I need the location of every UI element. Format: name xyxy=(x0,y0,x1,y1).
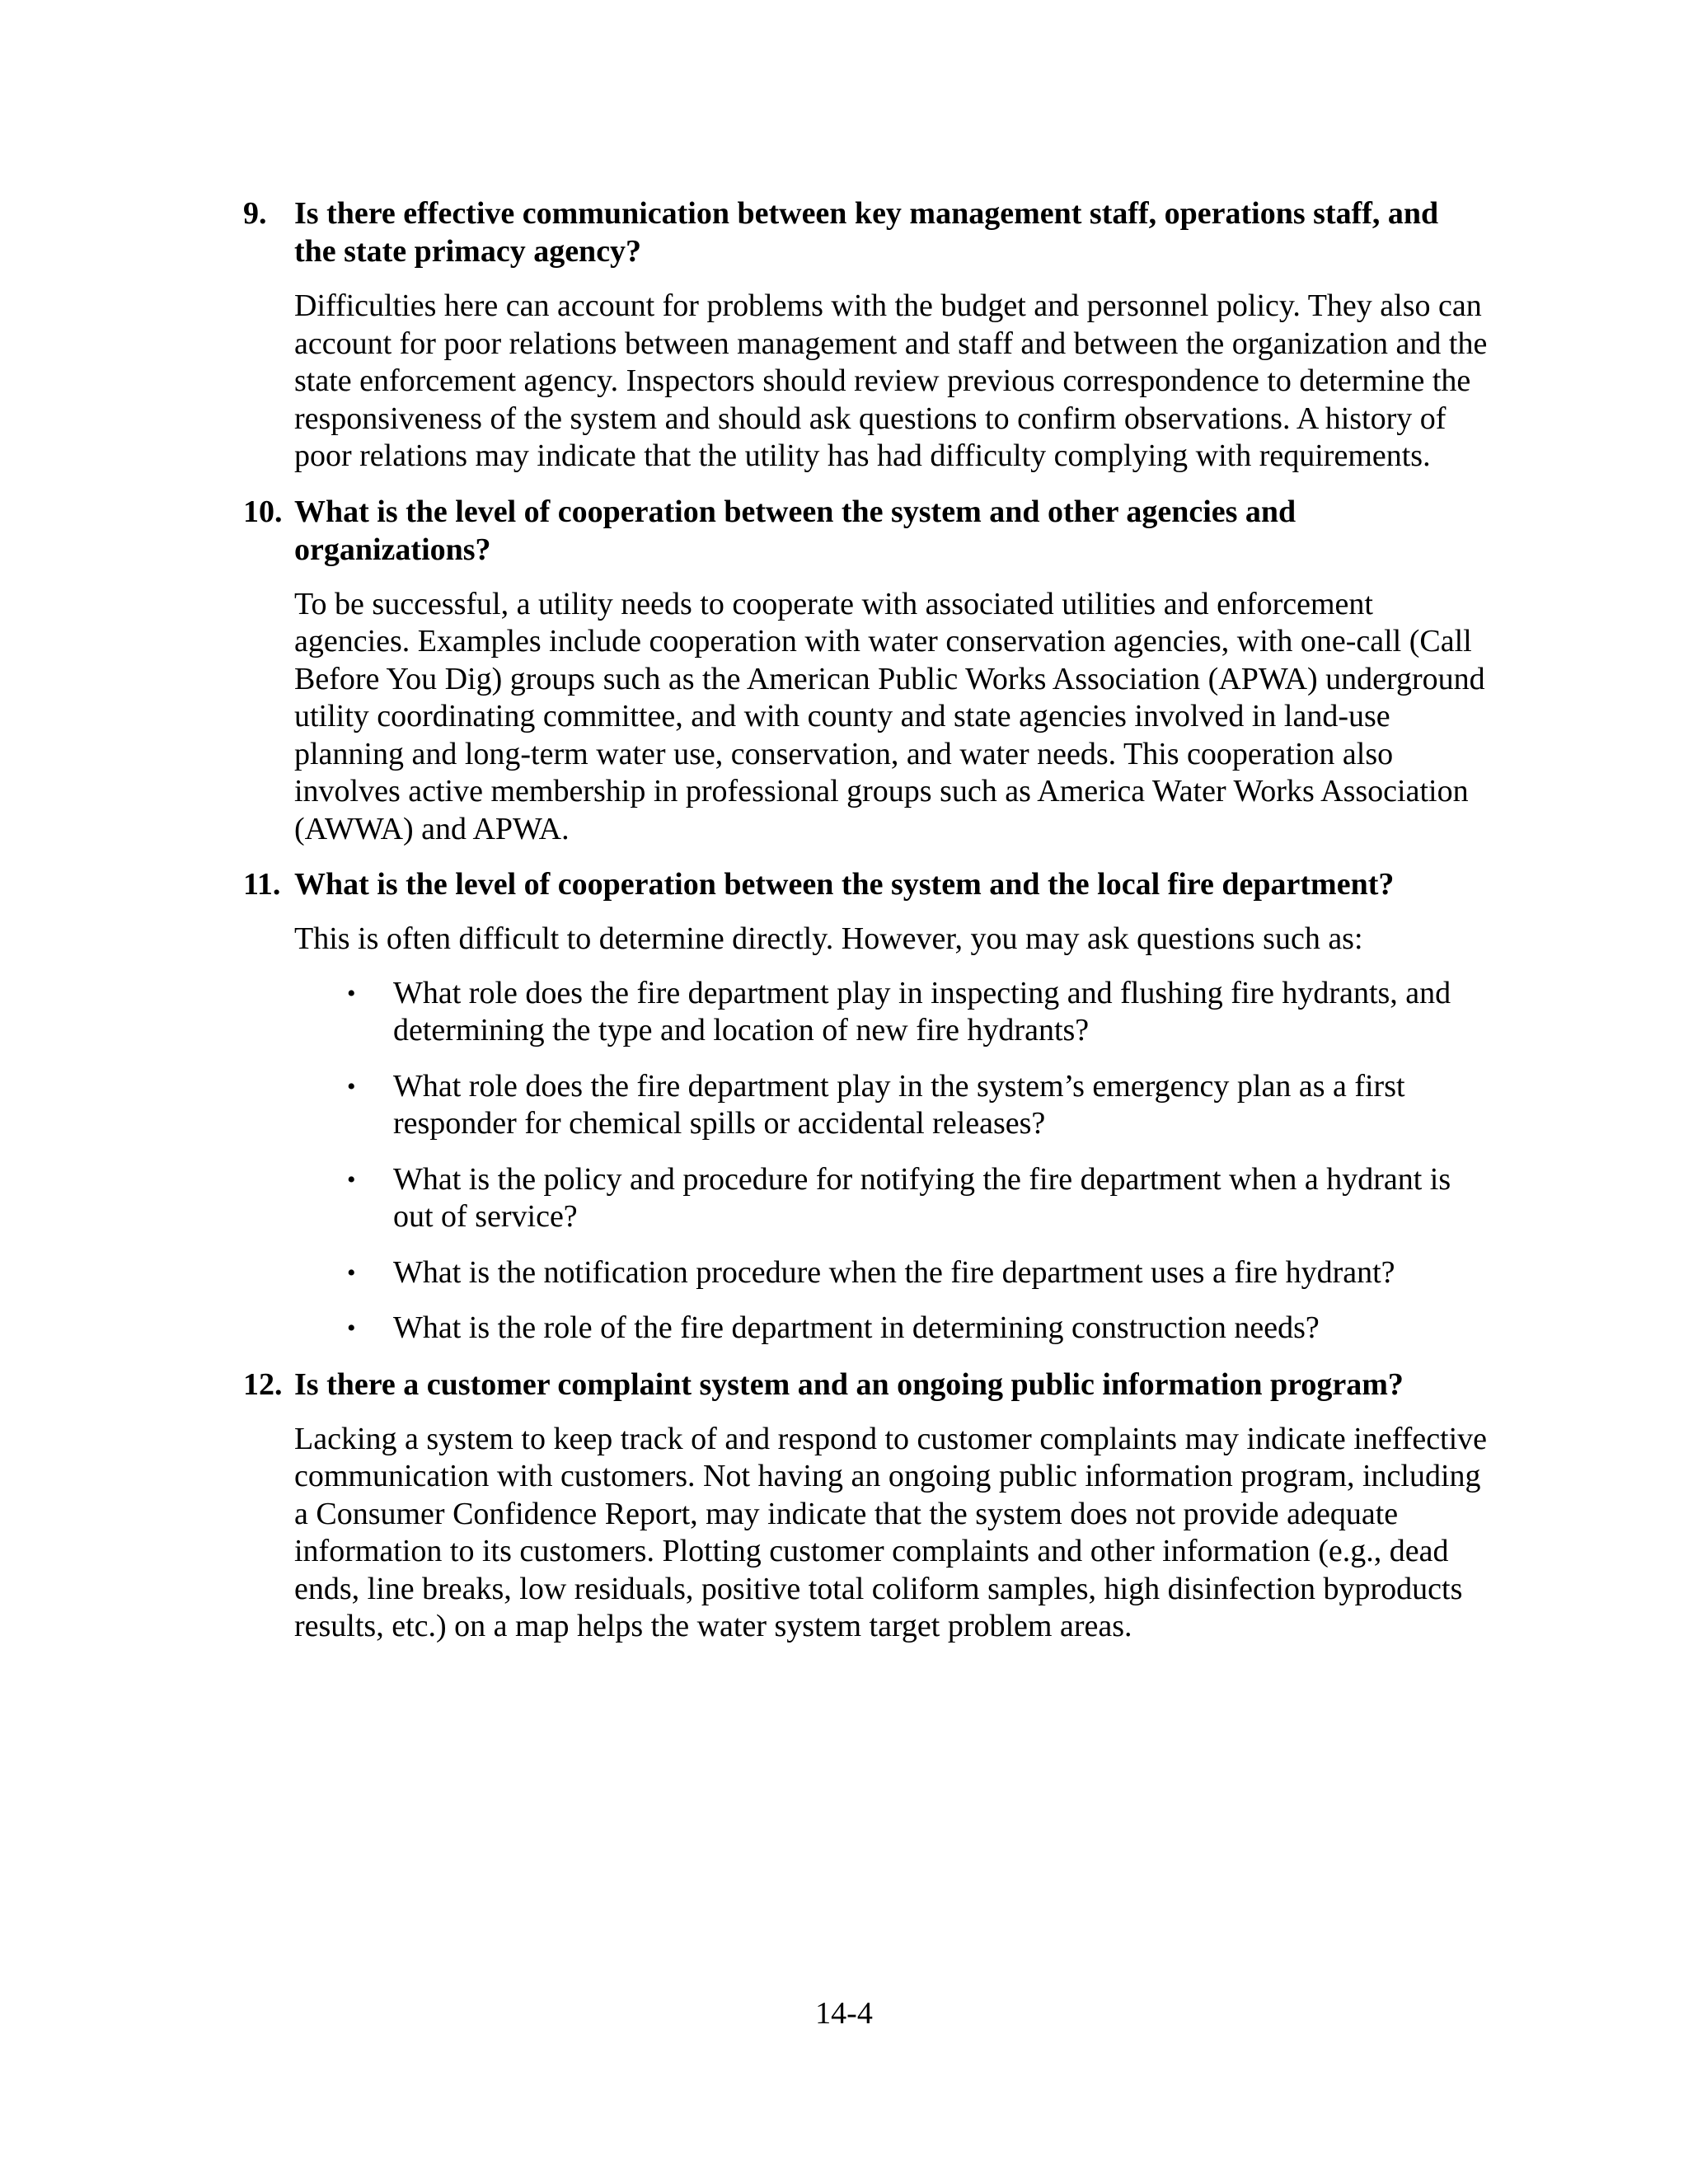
bullet-dot-icon: • xyxy=(347,1165,356,1193)
bullet-text: What is the notification procedure when the fire department uses a fire hydrant? xyxy=(393,1254,1395,1290)
question-text: What is the level of cooperation between the system and the local fire department? xyxy=(294,867,1395,902)
question-11-heading xyxy=(243,865,1488,903)
bullet-item xyxy=(294,1310,1488,1347)
bullet-text: What role does the fire department play in the system’s emergency plan as a first responder for chemical spills or accidental releases? xyxy=(393,1068,1405,1141)
question-9-answer: Difficulties here can account for problems with the budget and personnel policy. They also can account for poor relations between management and staff and between the organization and the state enforcement agency. Inspectors should review previous correspondence to determine the responsiveness of the system and should ask questions to confirm observations. A history of poor relations may indicate that the utility has had difficulty complying with requirements. xyxy=(294,288,1488,473)
page-number: 14-4 xyxy=(815,1996,873,2031)
bullet-text: What role does the fire department play in inspecting and flushing fire hydrants, and determining the type and location of new fire hydrants? xyxy=(393,975,1451,1047)
question-10-answer: To be successful, a utility needs to cooperate with associated utilities and enforcement agencies. Examples include cooperation with water conservation agencies, with one-call (Call Before You Dig) groups such as the American Public Works Association (APWA) underground utility coordinating committee, and with county and state agencies involved in land-use planning and long-term water use, conservation, and water needs. This cooperation also involves active membership in professional groups such as America Water Works Association (AWWA) and APWA. xyxy=(294,586,1485,846)
bullet-dot-icon: • xyxy=(347,1315,356,1342)
page-content xyxy=(243,194,1488,1646)
question-11-answer: This is often difficult to determine directly. However, you may ask questions such as: xyxy=(294,921,1363,956)
bullet-item xyxy=(294,1068,1488,1143)
question-10-heading xyxy=(243,493,1488,569)
question-text: What is the level of cooperation between the system and other agencies and organizations? xyxy=(294,494,1296,567)
bullet-text: What is the policy and procedure for notifying the fire department when a hydrant is out of service? xyxy=(393,1161,1451,1234)
question-9-heading xyxy=(243,194,1488,270)
bullet-item xyxy=(294,1254,1488,1292)
bullet-dot-icon: • xyxy=(347,1258,356,1286)
bullet-text: What is the role of the fire department in determining construction needs? xyxy=(393,1310,1320,1345)
question-12-answer: Lacking a system to keep track of and respond to customer complaints may indicate ineffective communication with customers. Not having an ongoing public information program, including a Consumer Confidence Report, may indicate that the system does not provide adequate information to its customers. Plotting customer complaints and other information (e.g., dead ends, line breaks, low residuals, positive total coliform samples, high disinfection byproducts results, etc.) on a map helps the water system target problem areas. xyxy=(294,1421,1488,1643)
question-text: Is there a customer complaint system and an ongoing public information program? xyxy=(294,1366,1404,1402)
bullet-item xyxy=(294,975,1488,1050)
question-11-bullet-list xyxy=(294,975,1488,1347)
question-number: 11. xyxy=(243,867,281,902)
question-number: 10. xyxy=(243,494,283,529)
bullet-dot-icon: • xyxy=(347,1072,356,1100)
question-number: 12. xyxy=(243,1366,283,1402)
question-number: 9. xyxy=(243,196,267,231)
question-text: Is there effective communication between key management staff, operations staff, and the state primacy agency? xyxy=(294,196,1439,269)
question-12-heading xyxy=(243,1366,1488,1404)
bullet-item xyxy=(294,1161,1488,1236)
bullet-dot-icon: • xyxy=(347,979,356,1007)
